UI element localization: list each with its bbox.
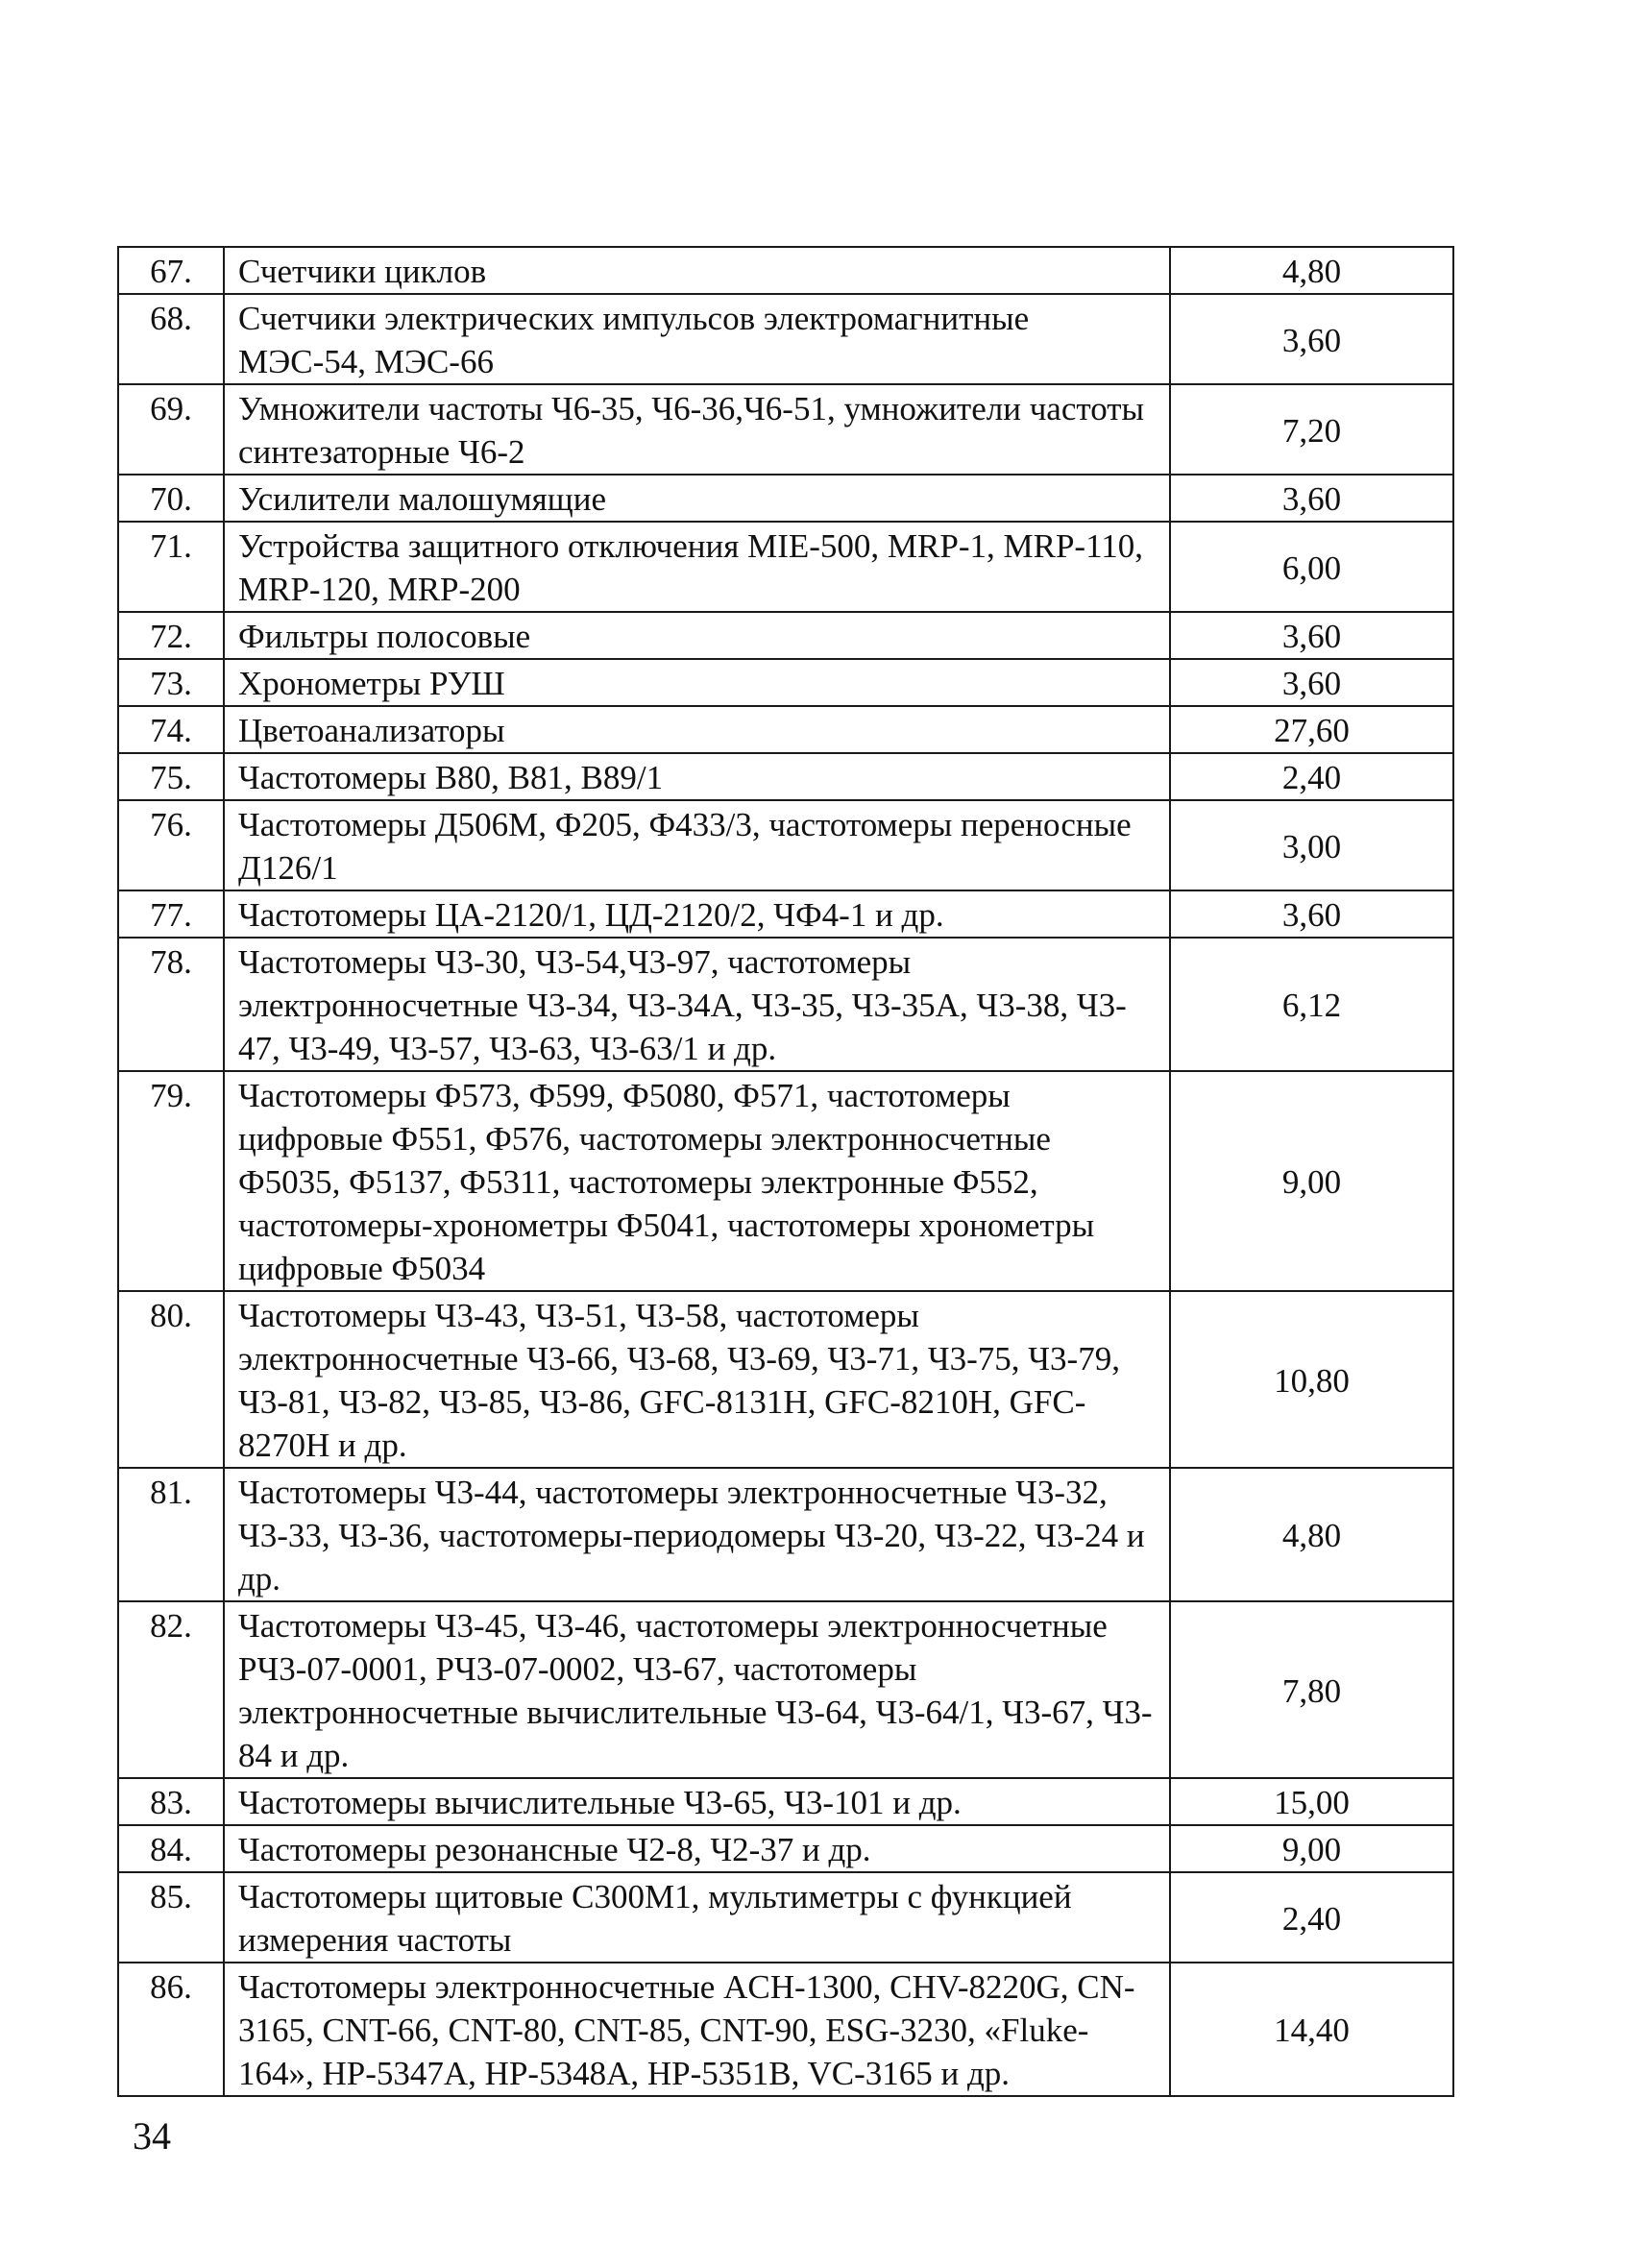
instrument-name: Устройства защитного отключения MIE-500, MRP-1, MRP-110, MRP-120, MRP-200 — [224, 522, 1170, 612]
table-row — [118, 1872, 1453, 1963]
norm-value: 2,40 — [1170, 1872, 1453, 1963]
row-number: 78. — [118, 938, 224, 1071]
instrument-name: Хронометры РУШ — [224, 659, 1170, 706]
price-table — [117, 246, 1454, 2097]
instrument-name: Частотомеры ЦА-2120/1, ЦД-2120/2, ЧФ4-1 и др. — [224, 890, 1170, 938]
table-row — [118, 1963, 1453, 2096]
norm-value: 9,00 — [1170, 1825, 1453, 1872]
table-row — [118, 800, 1453, 890]
row-number: 76. — [118, 800, 224, 890]
norm-value: 4,80 — [1170, 247, 1453, 294]
row-number: 69. — [118, 384, 224, 475]
norm-value: 4,80 — [1170, 1468, 1453, 1601]
norm-value: 3,60 — [1170, 612, 1453, 659]
table-row — [118, 522, 1453, 612]
row-number: 81. — [118, 1468, 224, 1601]
instrument-name: Фильтры полосовые — [224, 612, 1170, 659]
norm-value: 3,60 — [1170, 475, 1453, 522]
row-number: 72. — [118, 612, 224, 659]
table-row — [118, 706, 1453, 753]
row-number: 74. — [118, 706, 224, 753]
instrument-name: Частотомеры Ч3-45, Ч3-46, частотомеры электронносчетные РЧ3-07-0001, РЧ3-07-0002, Ч3-67, частотомеры электронносчетные вычислительные Ч3-64, Ч3-64/1, Ч3-67, Ч3-84 и др. — [224, 1601, 1170, 1778]
row-number: 67. — [118, 247, 224, 294]
table-row — [118, 384, 1453, 475]
row-number: 86. — [118, 1963, 224, 2096]
row-number: 79. — [118, 1071, 224, 1291]
table-row — [118, 938, 1453, 1071]
table-row — [118, 890, 1453, 938]
instrument-name: Частотомеры резонансные Ч2-8, Ч2-37 и др. — [224, 1825, 1170, 1872]
table-row — [118, 294, 1453, 384]
norm-value: 6,12 — [1170, 938, 1453, 1071]
row-number: 83. — [118, 1778, 224, 1825]
table-row — [118, 659, 1453, 706]
norm-value: 14,40 — [1170, 1963, 1453, 2096]
row-number: 77. — [118, 890, 224, 938]
instrument-name: Цветоанализаторы — [224, 706, 1170, 753]
instrument-name: Частотомеры вычислительные Ч3-65, Ч3-101 и др. — [224, 1778, 1170, 1825]
norm-value: 3,60 — [1170, 294, 1453, 384]
table-row — [118, 612, 1453, 659]
table-row — [118, 1468, 1453, 1601]
table-row — [118, 1071, 1453, 1291]
table-row — [118, 475, 1453, 522]
table-row — [118, 753, 1453, 800]
instrument-name: Счетчики электрических импульсов электромагнитные МЭС-54, МЭС-66 — [224, 294, 1170, 384]
instrument-name: Частотомеры Ч3-30, Ч3-54,Ч3-97, частотомеры электронносчетные Ч3-34, Ч3-34А, Ч3-35, Ч3-35А, Ч3-38, Ч3-47, Ч3-49, Ч3-57, Ч3-63, Ч3-63/1 и др. — [224, 938, 1170, 1071]
norm-value: 7,80 — [1170, 1601, 1453, 1778]
norm-value: 3,00 — [1170, 800, 1453, 890]
norm-value: 10,80 — [1170, 1291, 1453, 1468]
row-number: 70. — [118, 475, 224, 522]
row-number: 82. — [118, 1601, 224, 1778]
table-row — [118, 1778, 1453, 1825]
table-row — [118, 1291, 1453, 1468]
norm-value: 15,00 — [1170, 1778, 1453, 1825]
table-row — [118, 247, 1453, 294]
row-number: 75. — [118, 753, 224, 800]
norm-value: 27,60 — [1170, 706, 1453, 753]
table-row — [118, 1825, 1453, 1872]
instrument-name: Частотомеры Д506М, Ф205, Ф433/3, частотомеры переносные Д126/1 — [224, 800, 1170, 890]
instrument-name: Частотомеры электронносчетные ACH-1300, CHV-8220G, CN-3165, CNT-66, CNT-80, CNT-85, CNT-90, ESG-3230, «Fluke-164», HP-5347A, HP-5348A, HP-5351B, VC-3165 и др. — [224, 1963, 1170, 2096]
norm-value: 9,00 — [1170, 1071, 1453, 1291]
norm-value: 2,40 — [1170, 753, 1453, 800]
instrument-name: Усилители малошумящие — [224, 475, 1170, 522]
instrument-name: Счетчики циклов — [224, 247, 1170, 294]
norm-value: 7,20 — [1170, 384, 1453, 475]
instrument-name: Частотомеры В80, В81, В89/1 — [224, 753, 1170, 800]
instrument-name: Частотомеры Ф573, Ф599, Ф5080, Ф571, частотомеры цифровые Ф551, Ф576, частотомеры электронносчетные Ф5035, Ф5137, Ф5311, частотомеры электронные Ф552, частотомеры-хронометры Ф5041, частотомеры хронометры цифровые Ф5034 — [224, 1071, 1170, 1291]
instrument-name: Частотомеры Ч3-43, Ч3-51, Ч3-58, частотомеры электронносчетные Ч3-66, Ч3-68, Ч3-69, Ч3-71, Ч3-75, Ч3-79, Ч3-81, Ч3-82, Ч3-85, Ч3-86, GFC-8131H, GFC-8210H, GFC-8270H и др. — [224, 1291, 1170, 1468]
row-number: 73. — [118, 659, 224, 706]
row-number: 80. — [118, 1291, 224, 1468]
instrument-name: Частотомеры Ч3-44, частотомеры электронносчетные Ч3-32, Ч3-33, Ч3-36, частотомеры-периодомеры Ч3-20, Ч3-22, Ч3-24 и др. — [224, 1468, 1170, 1601]
instrument-name: Частотомеры щитовые С300М1, мультиметры с функцией измерения частоты — [224, 1872, 1170, 1963]
row-number: 68. — [118, 294, 224, 384]
page-number: 34 — [133, 2114, 171, 2158]
instrument-name: Умножители частоты Ч6-35, Ч6-36,Ч6-51, умножители частоты синтезаторные Ч6-2 — [224, 384, 1170, 475]
row-number: 85. — [118, 1872, 224, 1963]
table-row — [118, 1601, 1453, 1778]
norm-value: 3,60 — [1170, 890, 1453, 938]
norm-value: 6,00 — [1170, 522, 1453, 612]
row-number: 84. — [118, 1825, 224, 1872]
price-table-body — [118, 247, 1453, 2096]
row-number: 71. — [118, 522, 224, 612]
norm-value: 3,60 — [1170, 659, 1453, 706]
